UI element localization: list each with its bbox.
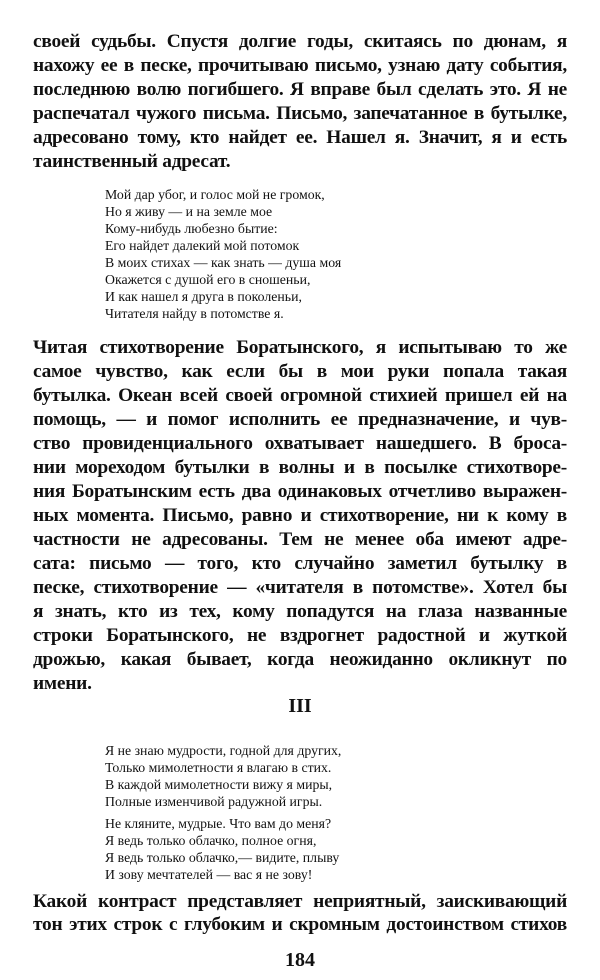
- verse-line: Читателя найду в потомстве я.: [105, 306, 284, 321]
- text-line: ния Боратынским есть два одинаковых отчетливо выражен-: [33, 481, 567, 502]
- text-line: сата: письмо — того, кто случайно заметил бутылку в: [33, 553, 567, 574]
- verse-line: И как нашел я друга в поколеньи,: [105, 289, 302, 304]
- text-line: последнюю волю погибшего. Я вправе был сделать это. Я не: [33, 79, 567, 100]
- text-line: тон этих строк с глубоким и скромным достоинством стихов: [33, 914, 567, 935]
- text-line: распечатал чужого письма. Письмо, запечатанное в бутылке,: [33, 103, 567, 124]
- text-line: нахожу ее в песке, прочитываю письмо, узнаю дату события,: [33, 55, 567, 76]
- verse-line: Но я живу — и на земле мое: [105, 204, 273, 219]
- verse-line: Не кляните, мудрые. Что вам до меня?: [105, 816, 332, 831]
- text-line: я знать, кто из тех, кому попадутся на глаза названные: [33, 601, 567, 622]
- text-line: бутылка. Океан всей своей огромной стихией пришел ей на: [33, 385, 567, 406]
- text-line: Читая стихотворение Боратынского, я испытываю то же: [33, 337, 567, 358]
- text-line: своей судьбы. Спустя долгие годы, скитаясь по дюнам, я: [33, 31, 567, 52]
- verse-line: Мой дар убог, и голос мой не громок,: [105, 187, 325, 202]
- verse-line: В моих стихах — как знать — душа моя: [105, 255, 342, 270]
- text-line: песке, стихотворение — «читателя в потомстве». Хотел бы: [33, 577, 567, 598]
- verse-line: В каждой мимолетности вижу я миры,: [105, 777, 333, 792]
- text-line: ных момента. Письмо, равно и стихотворение, ни к кому в: [33, 505, 567, 526]
- verse-line: Только мимолетности я влагаю в стих.: [105, 760, 332, 775]
- text-line: частности не адресованы. Тем не менее оба имеют адре-: [33, 529, 567, 550]
- section-heading: III: [288, 695, 312, 717]
- verse-line: Я не знаю мудрости, годной для других,: [105, 743, 342, 758]
- text-line: ство провиденциального охватывает нашедшего. В бросa-: [33, 433, 567, 454]
- text-line: Какой контраст представляет неприятный, заискивающий: [33, 891, 567, 912]
- verse-line: Я ведь только облачко, полное огня,: [105, 833, 317, 848]
- text-line: дрожью, какая бывает, когда неожиданно окликнут по: [33, 649, 567, 670]
- verse-line: Я ведь только облачко,— видите, плыву: [105, 850, 340, 865]
- verse-line: Полные изменчивой радужной игры.: [105, 794, 323, 809]
- text-line: таинственный адресат.: [33, 151, 231, 172]
- verse-line: Окажется с душой его в сношеньи,: [105, 272, 311, 287]
- text-line: строки Боратынского, не вздрогнет радостной и жуткой: [33, 625, 567, 646]
- verse-line: Кому-нибудь любезно бытие:: [105, 221, 278, 236]
- page-number: 184: [285, 949, 315, 971]
- text-line: адресовано тому, кто найдет ее. Нашел я. Значит, я и есть: [33, 127, 567, 148]
- verse-line: И зову мечтателей — вас я не зову!: [105, 867, 313, 882]
- text-line: помощь, — и помог исполнить ее предназначение, и чув-: [33, 409, 567, 430]
- text-line: имени.: [33, 673, 92, 694]
- text-line: нии мореходом бутылки в волны и в посылке стихотворе-: [33, 457, 567, 478]
- text-line: самое чувство, как если бы в мои руки попала такая: [33, 361, 567, 382]
- verse-line: Его найдет далекий мой потомок: [105, 238, 300, 253]
